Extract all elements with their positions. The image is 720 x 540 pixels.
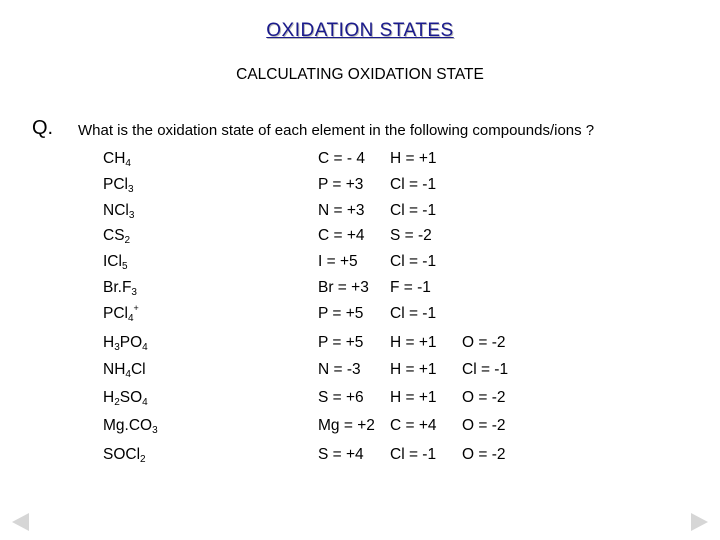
compound-formula bbox=[103, 417, 158, 435]
table-row bbox=[0, 279, 720, 305]
formula-part: 3 bbox=[152, 425, 158, 436]
compound-formula bbox=[103, 202, 134, 220]
oxidation-state: Cl = -1 bbox=[390, 176, 437, 193]
oxidation-state: H = +1 bbox=[390, 334, 437, 351]
oxidation-state: C = +4 bbox=[318, 227, 365, 244]
formula-part: + bbox=[133, 303, 139, 313]
table-row bbox=[0, 227, 720, 253]
compound-formula bbox=[103, 176, 134, 194]
formula-part: PCl bbox=[103, 305, 128, 322]
oxidation-state: P = +5 bbox=[318, 334, 364, 351]
oxidation-state: Cl = -1 bbox=[390, 446, 437, 463]
table-row bbox=[0, 253, 720, 279]
oxidation-state: H = +1 bbox=[390, 389, 437, 406]
formula-part: 4 bbox=[142, 397, 148, 408]
formula-part: 2 bbox=[140, 454, 146, 465]
formula-part: 2 bbox=[124, 235, 131, 246]
oxidation-state: O = -2 bbox=[462, 389, 506, 406]
oxidation-state: H = +1 bbox=[390, 150, 437, 167]
oxidation-state: S = -2 bbox=[390, 227, 432, 244]
oxidation-state: N = -3 bbox=[318, 361, 361, 378]
formula-part: CS bbox=[103, 227, 125, 244]
oxidation-state: P = +5 bbox=[318, 305, 364, 322]
formula-part: PO bbox=[119, 334, 143, 351]
formula-part: Mg.CO bbox=[103, 417, 153, 434]
compound-formula bbox=[103, 253, 128, 271]
formula-part: 5 bbox=[121, 261, 128, 272]
table-row bbox=[0, 389, 720, 415]
formula-part: 3 bbox=[128, 210, 135, 221]
formula-part: NH bbox=[103, 361, 126, 378]
question-label: Q. bbox=[32, 117, 54, 139]
formula-part: 4 bbox=[127, 313, 134, 324]
compound-formula bbox=[103, 334, 148, 352]
oxidation-state: Mg = +2 bbox=[318, 417, 375, 434]
formula-part: 2 bbox=[114, 397, 120, 408]
formula-part: 4 bbox=[125, 158, 131, 169]
compound-formula bbox=[103, 446, 146, 464]
formula-part: H bbox=[103, 334, 115, 351]
formula-part: SOCl bbox=[103, 446, 141, 463]
compound-formula bbox=[103, 361, 146, 379]
formula-part: CH bbox=[103, 150, 126, 167]
formula-part: H bbox=[103, 389, 115, 406]
oxidation-state: Br = +3 bbox=[318, 279, 369, 296]
table-row bbox=[0, 417, 720, 443]
oxidation-state: S = +4 bbox=[318, 446, 364, 463]
oxidation-state: C = +4 bbox=[390, 417, 437, 434]
compound-formula bbox=[103, 150, 131, 168]
formula-part: 4 bbox=[125, 369, 131, 380]
oxidation-state: O = -2 bbox=[462, 417, 506, 434]
compound-formula bbox=[103, 389, 148, 407]
triangle-right-icon[interactable] bbox=[691, 513, 708, 531]
formula-part: SO bbox=[119, 389, 143, 406]
oxidation-state: Cl = -1 bbox=[390, 305, 437, 322]
formula-part: 3 bbox=[114, 342, 120, 353]
formula-part: Br.F bbox=[103, 279, 132, 296]
formula-part: 3 bbox=[131, 287, 137, 298]
table-row bbox=[0, 446, 720, 472]
compound-formula bbox=[103, 305, 139, 323]
oxidation-state: Cl = -1 bbox=[390, 202, 437, 219]
oxidation-state: O = -2 bbox=[462, 446, 506, 463]
oxidation-state: Cl = -1 bbox=[462, 361, 509, 378]
oxidation-state: C = - 4 bbox=[318, 150, 365, 167]
triangle-left-icon[interactable] bbox=[12, 513, 29, 531]
formula-part: Cl bbox=[130, 361, 146, 378]
table-row bbox=[0, 361, 720, 387]
compound-formula bbox=[103, 227, 130, 245]
table-row bbox=[0, 334, 720, 360]
formula-part: 3 bbox=[127, 184, 134, 195]
page-title: OXIDATION STATES bbox=[266, 20, 454, 41]
oxidation-state: F = -1 bbox=[390, 279, 431, 296]
compound-formula bbox=[103, 279, 137, 297]
oxidation-state: I = +5 bbox=[318, 253, 358, 270]
oxidation-state: O = -2 bbox=[462, 334, 506, 351]
question-text: What is the oxidation state of each element in the following compounds/ions ? bbox=[78, 122, 595, 139]
formula-part: NCl bbox=[103, 202, 129, 219]
formula-part: 4 bbox=[142, 342, 148, 353]
oxidation-state: S = +6 bbox=[318, 389, 364, 406]
oxidation-state: N = +3 bbox=[318, 202, 365, 219]
formula-part: PCl bbox=[103, 176, 128, 193]
table-row bbox=[0, 305, 720, 331]
table-row bbox=[0, 176, 720, 202]
oxidation-state: Cl = -1 bbox=[390, 253, 437, 270]
formula-part: ICl bbox=[103, 253, 122, 270]
table-row bbox=[0, 150, 720, 176]
table-row bbox=[0, 202, 720, 228]
page-subtitle: CALCULATING OXIDATION STATE bbox=[236, 66, 484, 83]
oxidation-state: P = +3 bbox=[318, 176, 364, 193]
oxidation-state: H = +1 bbox=[390, 361, 437, 378]
